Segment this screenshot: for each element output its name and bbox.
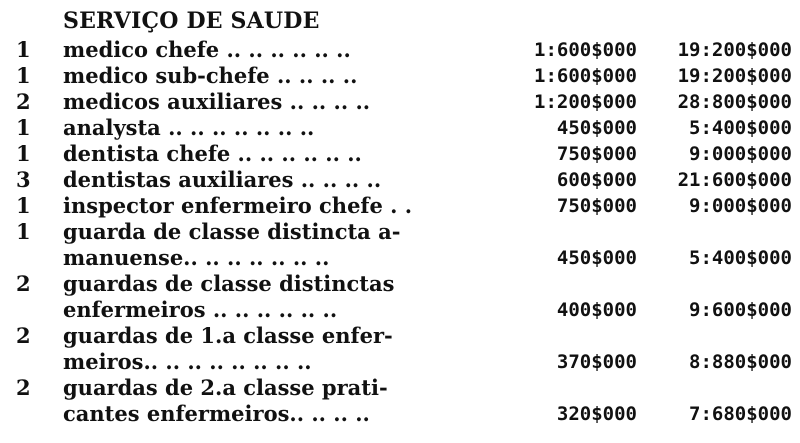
row-description: enfermeiros .. .. .. .. .. .. (63, 297, 338, 322)
row-annual-value: 8:880$000 (689, 351, 792, 373)
row-annual-value: 9:000$000 (689, 143, 792, 165)
row-annual-value: 9:000$000 (689, 195, 792, 217)
row-quantity: 1 (16, 37, 31, 62)
row-description: guardas de 2.a classe prati- (63, 375, 388, 400)
row-monthly-value: 450$000 (556, 247, 637, 269)
row-description: meiros.. .. .. .. .. .. .. .. (63, 349, 312, 374)
table-row (0, 37, 800, 63)
row-monthly-value: 370$000 (556, 351, 637, 373)
table-row (0, 375, 800, 401)
row-annual-value: 9:600$000 (689, 299, 792, 321)
row-description: medico sub-chefe .. .. .. .. (63, 63, 358, 88)
table-row (0, 89, 800, 115)
row-description: medico chefe .. .. .. .. .. .. (63, 37, 351, 62)
row-quantity: 1 (16, 115, 31, 140)
row-quantity: 1 (16, 141, 31, 166)
row-description: dentista chefe .. .. .. .. .. .. (63, 141, 362, 166)
table-row (0, 401, 800, 427)
row-description: medicos auxiliares .. .. .. .. (63, 89, 371, 114)
row-description: guardas de classe distinctas (63, 271, 395, 296)
table-row (0, 297, 800, 323)
row-monthly-value: 600$000 (556, 169, 637, 191)
table-row (0, 271, 800, 297)
row-description: analysta .. .. .. .. .. .. .. (63, 115, 315, 140)
row-annual-value: 5:400$000 (689, 117, 792, 139)
table-row (0, 193, 800, 219)
row-quantity: 2 (16, 271, 31, 296)
row-quantity: 1 (16, 219, 31, 244)
section-heading: SERVIÇO DE SAUDE (63, 8, 320, 34)
table-row (0, 63, 800, 89)
table-row (0, 349, 800, 375)
row-quantity: 3 (16, 167, 31, 192)
table-row (0, 167, 800, 193)
row-quantity: 1 (16, 63, 31, 88)
row-quantity: 2 (16, 375, 31, 400)
row-annual-value: 28:800$000 (677, 91, 792, 113)
row-quantity: 1 (16, 193, 31, 218)
row-monthly-value: 1:200$000 (534, 91, 637, 113)
row-description: inspector enfermeiro chefe . . (63, 193, 413, 218)
table-row (0, 219, 800, 245)
row-annual-value: 19:200$000 (677, 39, 792, 61)
table-row (0, 245, 800, 271)
row-description: manuense.. .. .. .. .. .. .. (63, 245, 330, 270)
table-row (0, 141, 800, 167)
row-annual-value: 21:600$000 (677, 169, 792, 191)
row-annual-value: 5:400$000 (689, 247, 792, 269)
row-monthly-value: 450$000 (556, 117, 637, 139)
row-description: cantes enfermeiros.. .. .. .. (63, 401, 370, 426)
row-annual-value: 19:200$000 (677, 65, 792, 87)
row-description: dentistas auxiliares .. .. .. .. (63, 167, 382, 192)
row-monthly-value: 320$000 (556, 403, 637, 425)
row-monthly-value: 1:600$000 (534, 65, 637, 87)
row-quantity: 2 (16, 89, 31, 114)
row-monthly-value: 750$000 (556, 143, 637, 165)
row-monthly-value: 1:600$000 (534, 39, 637, 61)
table-row (0, 115, 800, 141)
table-row (0, 323, 800, 349)
row-description: guardas de 1.a classe enfer- (63, 323, 393, 348)
row-description: guarda de classe distincta a- (63, 219, 401, 244)
row-monthly-value: 400$000 (556, 299, 637, 321)
row-annual-value: 7:680$000 (689, 403, 792, 425)
row-monthly-value: 750$000 (556, 195, 637, 217)
row-quantity: 2 (16, 323, 31, 348)
